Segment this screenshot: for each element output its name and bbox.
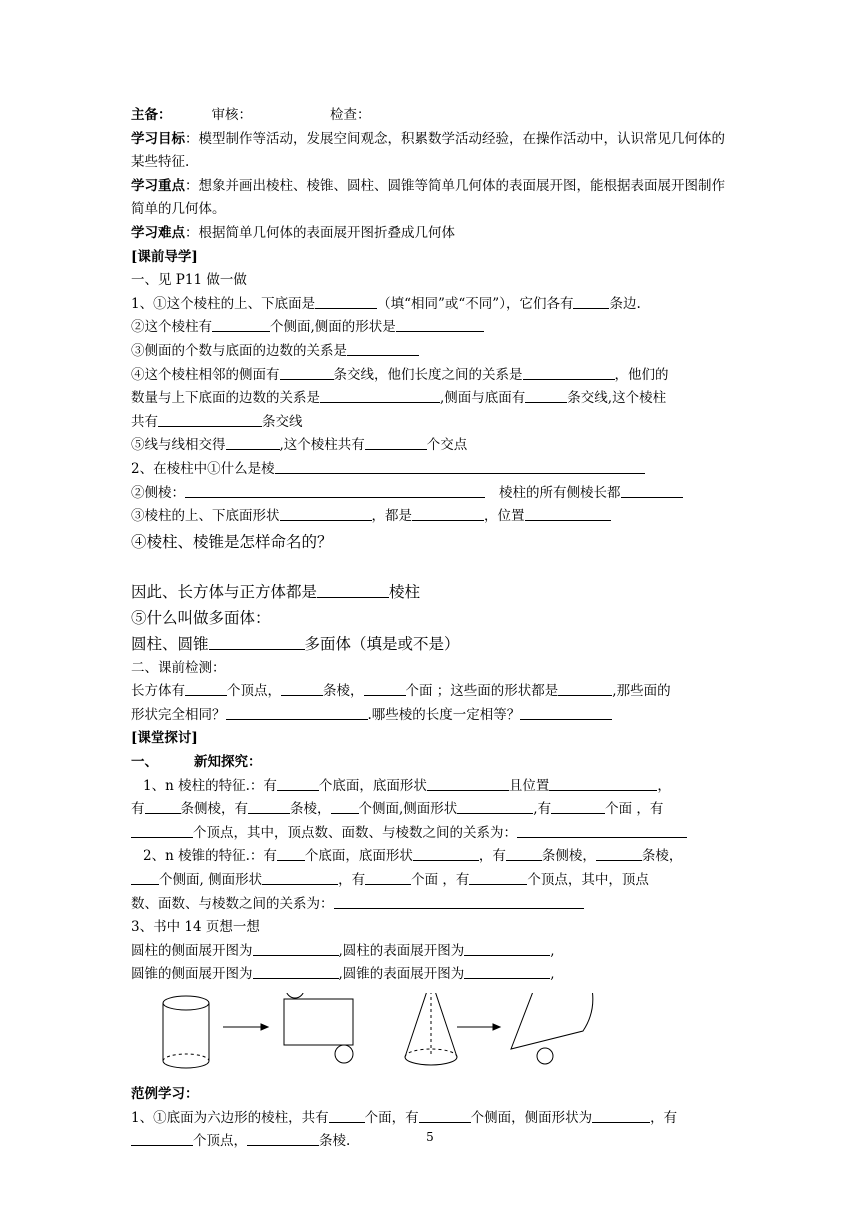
n1-text-d: ， [657,777,671,794]
n3-text-a: 圆柱的侧面展开图为 [131,942,253,959]
prism-features-cont [131,798,731,822]
example-1 [131,1107,731,1131]
blank[interactable] [520,705,612,720]
q2-text-b: 个侧面,侧面的形状是 [270,319,396,336]
n1-text-i: ,有 [533,801,552,818]
blank[interactable] [277,846,305,861]
header-line [131,104,731,128]
q5-text-c: 个交点 [426,437,468,454]
blank[interactable] [469,870,527,885]
difficulty-text: ：根据简单几何体的表面展开图折叠成几何体 [185,224,455,241]
blank[interactable] [275,459,645,474]
n2-text-j: 数、面数、与棱数之间的关系为： [131,895,334,912]
prism-features-cont2 [131,822,731,846]
goals-label: 学习目标 [131,130,185,147]
blank[interactable] [331,799,359,814]
blank[interactable] [419,1108,471,1123]
blank[interactable] [315,294,377,309]
n2-text-f: 个侧面, 侧面形状 [159,872,263,889]
question-1-1 [131,293,731,317]
n1-text-e: 有 [131,801,145,818]
n3-text-b: ,圆柱的表面展开图为 [338,942,465,959]
n3-text-e: ,圆锥的表面展开图为 [338,966,465,983]
e1-text-c: 个侧面，侧面形状为 [470,1109,593,1126]
question-1-4-cont2 [131,411,731,435]
focus-text: ：想象并画出棱柱、棱锥、圆柱、圆锥等简单几何体的表面展开图，能根据表面展开图制作简单的几何体。 [131,177,725,218]
blank[interactable] [396,317,484,332]
n1-text-b: 个底面，底面形状 [318,777,427,794]
blank[interactable] [517,823,687,838]
n2-text-e: 条棱， [641,848,683,865]
question-2-1 [131,458,731,482]
blank[interactable] [523,365,615,380]
question-2-5-answer [131,631,731,657]
pyramid-features [131,845,731,869]
worksheet-body [131,104,731,1154]
blank[interactable] [365,870,411,885]
p2-text-b: ②侧棱： [131,484,185,501]
blank[interactable] [549,776,657,791]
blank[interactable] [413,846,479,861]
c1-text-g: .哪些棱的长度一定相等？ [367,706,521,723]
n2-text-b: 个底面，底面形状 [304,848,413,865]
zhubei-label: 主备： [131,107,172,123]
q1-text-c: 条边. [609,295,641,312]
blank[interactable] [131,823,193,838]
s1-title: 新知探究： [194,754,262,771]
n2-text-g: ，有 [338,872,366,889]
blank[interactable] [131,870,159,885]
blank[interactable] [185,483,485,498]
p2-text-e: ，都是 [371,508,412,525]
cylinder-shape [163,996,209,1068]
cone-shape [405,993,457,1065]
p2-text-h: 因此、长方体与正方体都是 [131,582,318,601]
q4-text-h: 条交线 [262,413,303,430]
question-1-2 [131,316,731,340]
blank[interactable] [277,776,319,791]
e1-text-e: 个顶点， [193,1133,247,1150]
blank[interactable] [364,681,406,696]
e1-text-f: 条棱. [319,1133,351,1150]
n3-text-c: , [550,942,555,959]
cylinder-net-shape [284,993,353,1063]
learning-difficulty [131,222,731,246]
n2-text-a: 2、n 棱锥的特征.：有 [143,848,277,865]
s1-number: 一、 [131,754,158,771]
blank[interactable] [262,870,338,885]
q1-text-a: 1、①这个棱柱的上、下底面是 [131,295,316,312]
blank[interactable] [506,846,542,861]
question-2-2 [131,482,731,506]
preview-subsection-1: 一、见 P11 做一做 [131,272,247,289]
e1-text-d: ，有 [650,1109,678,1126]
q1-text-b: （填“相同”或“不同”），它们各有 [377,295,574,312]
n1-text-h: 个侧面,侧面形状 [358,801,458,818]
question-1-3 [131,340,731,364]
cylinder-arrow [223,1024,268,1030]
cone-net-shape [511,993,593,1064]
e1-text-b: 个面，有 [364,1109,419,1126]
blank[interactable] [226,435,280,450]
c1-text-f: 形状完全相同？ [131,706,226,723]
n1-text-j: 个面 ，有 [605,801,664,818]
prism-features [131,775,731,799]
question-1-5 [131,434,731,458]
n3-text-f: , [550,966,555,983]
q4-text-d: 数量与上下底面的边数的关系是 [131,390,320,407]
q2-text-a: ②这个棱柱有 [131,319,212,336]
blank[interactable] [329,1108,365,1123]
blank[interactable] [525,506,611,521]
blank[interactable] [621,483,683,498]
c1-text-c: 条棱， [323,683,364,700]
p2-text-f: ，位置 [484,508,525,525]
p2-text-k: 圆柱、圆锥 [131,634,209,653]
e1-text-a: 1、①底面为六边形的棱柱，共有 [131,1109,329,1126]
blank[interactable] [158,412,262,427]
learning-focus [131,175,731,222]
p2-text-c: 棱柱的所有侧棱长都 [499,484,621,501]
n1-text-g: 条棱， [290,801,331,818]
question-2-3 [131,505,731,529]
c1-text-a: 长方体有 [131,683,185,700]
n2-text-h: 个面 ，有 [411,872,470,889]
check-question-1-cont [131,704,731,728]
shenhe-label: 审核： [211,107,252,123]
blank[interactable] [248,799,290,814]
question-1-4-cont [131,387,731,411]
blank[interactable] [412,506,484,521]
examples-title: 范例学习： [131,1086,199,1102]
nets-figure [131,993,731,1083]
blank[interactable] [464,941,550,956]
jiancha-label: 检查： [330,107,371,123]
p2-text-a: 2、在棱柱中①什么是棱 [131,460,275,477]
preview-section-title: [课前导学] [131,248,198,265]
cone-nets [131,963,731,987]
blank[interactable] [347,341,419,356]
blank[interactable] [145,799,181,814]
blank[interactable] [317,581,389,598]
q4-text-g: 共有 [131,413,158,430]
p2-text-l: 多面体（填是或不是） [304,634,460,653]
n2-text-d: 条侧棱， [541,848,596,865]
q4-text-c: ，他们的 [614,366,669,383]
learning-goals [131,128,731,175]
n3-text-d: 圆锥的侧面展开图为 [131,966,253,983]
question-1-4 [131,364,731,388]
blank[interactable] [253,941,339,956]
blank[interactable] [280,365,334,380]
blank[interactable] [280,506,372,521]
think-section: 3、书中 14 页想一想 [131,919,260,936]
cone-arrow [457,1024,500,1030]
n2-text-i: 个顶点，其中，顶点 [527,872,649,889]
blank[interactable] [592,1108,650,1123]
n2-text-c: ，有 [478,848,506,865]
blank[interactable] [573,294,609,309]
blank[interactable] [596,846,642,861]
blank[interactable] [558,681,612,696]
blank[interactable] [464,964,550,979]
blank[interactable] [551,799,605,814]
preview-subsection-2: 二、课前检测： [131,659,226,676]
goals-text: ：模型制作等活动，发展空间观念，积累数学活动经验，在操作活动中，认识常见几何体的某些特征. [131,130,725,171]
page-number: 5 [426,1130,434,1144]
question-2-4-answer [131,579,731,605]
difficulty-label: 学习难点 [131,224,185,241]
c1-text-d: 个面 ；这些面的形状都是 [405,683,559,700]
question-2-4: ④棱柱、棱锥是怎样命名的？ [131,532,333,551]
nets-figure-svg [131,993,731,1083]
q4-text-a: ④这个棱柱相邻的侧面有 [131,366,280,383]
q4-text-f: 条交线,这个棱柱 [567,390,667,407]
q3-text-a: ③侧面的个数与底面的边数的关系是 [131,342,347,359]
c1-text-b: 个顶点， [227,683,281,700]
q5-text-a: ⑤线与线相交得 [131,437,226,454]
cylinder-nets [131,940,731,964]
p2-text-i: 棱柱 [389,582,421,601]
blank[interactable] [253,964,339,979]
blank[interactable] [281,681,323,696]
question-2-5: ⑤什么叫做多面体： [131,608,271,627]
classroom-section-title: [课堂探讨] [131,730,198,747]
blank[interactable] [320,388,440,403]
q4-text-b: 条交线，他们长度之间的关系是 [333,366,523,383]
c1-text-e: ,那些面的 [612,683,671,700]
n1-text-a: 1、n 棱柱的特征.：有 [143,777,277,794]
blank[interactable] [334,894,584,909]
blank[interactable] [365,435,427,450]
pyramid-features-cont2 [131,893,731,917]
q5-text-b: ,这个棱柱共有 [279,437,365,454]
p2-text-d: ③棱柱的上、下底面形状 [131,508,280,525]
blank[interactable] [457,799,533,814]
blank[interactable] [226,705,368,720]
blank[interactable] [185,681,227,696]
n1-text-c: 且位置 [508,777,550,794]
classroom-subsection-1 [131,751,731,775]
n1-text-f: 条侧棱，有 [180,801,248,818]
focus-label: 学习重点 [131,177,185,194]
blank[interactable] [212,317,270,332]
n1-text-k: 个顶点，其中，顶点数、面数、与棱数之间的关系为： [193,824,517,841]
q4-text-e: ,侧面与底面有 [440,390,526,407]
check-question-1 [131,680,731,704]
blank[interactable] [209,633,305,650]
blank[interactable] [427,776,509,791]
blank[interactable] [525,388,567,403]
pyramid-features-cont [131,869,731,893]
